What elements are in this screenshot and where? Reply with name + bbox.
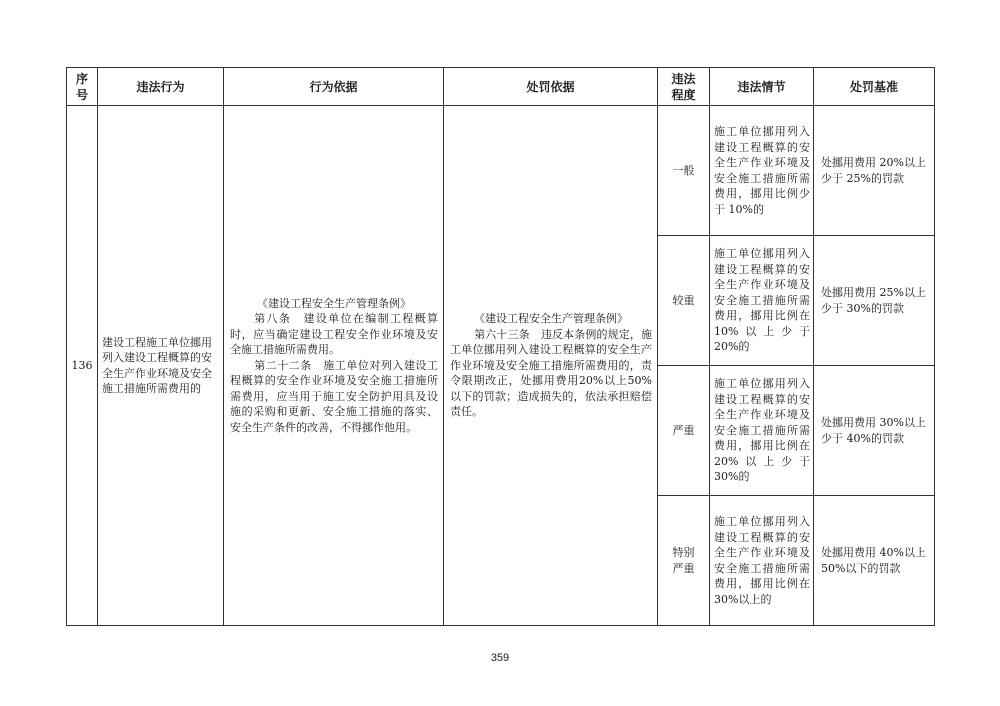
header-violation: 违法行为 — [98, 68, 224, 106]
page-number: 359 — [490, 652, 510, 664]
penalty-article-63: 第六十三条 违反本条例的规定，施工单位挪用列入建设工程概算的安全生产作业环境及安全施工措施所需费用的，责令限期改正，处挪用费用20%以上50%以下的罚款；造成损失的，依法承担赔偿责任。 — [450, 327, 652, 419]
circumstance-serious: 施工单位挪用列入建设工程概算的安全生产作业环境及安全施工措施所需费用，挪用比例在 10%以上少于 20%的 — [710, 236, 814, 366]
basis-regulation-title: 《建设工程安全生产管理条例》 — [257, 296, 411, 310]
header-circumstance: 违法情节 — [710, 68, 814, 106]
violation-description: 建设工程施工单位挪用列入建设工程概算的安全生产作业环境及安全施工措施所需费用的 — [98, 106, 224, 626]
basis-article-22: 第二十二条 施工单位对列入建设工程概算的安全作业环境及安全施工措施所需费用，应当用于施工安全防护用具及设施的采购和更新、安全施工措施的落实、安全生产条件的改善，不得挪作他用。 — [230, 358, 438, 434]
header-severity: 违法程度 — [658, 68, 710, 106]
severity-severe: 严重 — [658, 366, 710, 496]
behavior-basis — [224, 106, 444, 626]
severity-general: 一般 — [658, 106, 710, 236]
header-seq: 序号 — [67, 68, 98, 106]
circumstance-severe: 施工单位挪用列入建设工程概算的安全生产作业环境及安全施工措施所需费用，挪用比例在 20%以上少于 30%的 — [710, 366, 814, 496]
header-penalty-basis: 处罚依据 — [444, 68, 658, 106]
penalty-basis — [444, 106, 658, 626]
basis-article-8: 第八条 建设单位在编制工程概算时，应当确定建设工程安全作业环境及安全施工措施所需费用。 — [230, 312, 438, 357]
severity-serious: 较重 — [658, 236, 710, 366]
standard-general: 处挪用费用 20%以上少于 25%的罚款 — [814, 106, 935, 236]
severity-extremely-severe: 特别严重 — [658, 496, 710, 626]
penalty-regulation-title: 《建设工程安全生产管理条例》 — [474, 312, 628, 326]
table-row — [67, 106, 935, 236]
circumstance-general: 施工单位挪用列入建设工程概算的安全生产作业环境及安全施工措施所需费用，挪用比例少于 10%的 — [710, 106, 814, 236]
table-header-row — [67, 68, 935, 106]
penalty-standard-table — [66, 67, 935, 626]
standard-severe: 处挪用费用 30%以上少于 40%的罚款 — [814, 366, 935, 496]
header-basis: 行为依据 — [224, 68, 444, 106]
standard-serious: 处挪用费用 25%以上少于 30%的罚款 — [814, 236, 935, 366]
header-standard: 处罚基准 — [814, 68, 935, 106]
standard-extremely-severe: 处挪用费用 40%以上 50%以下的罚款 — [814, 496, 935, 626]
row-seq: 136 — [67, 106, 98, 626]
circumstance-extremely-severe: 施工单位挪用列入建设工程概算的安全生产作业环境及安全施工措施所需费用，挪用比例在 30%以上的 — [710, 496, 814, 626]
